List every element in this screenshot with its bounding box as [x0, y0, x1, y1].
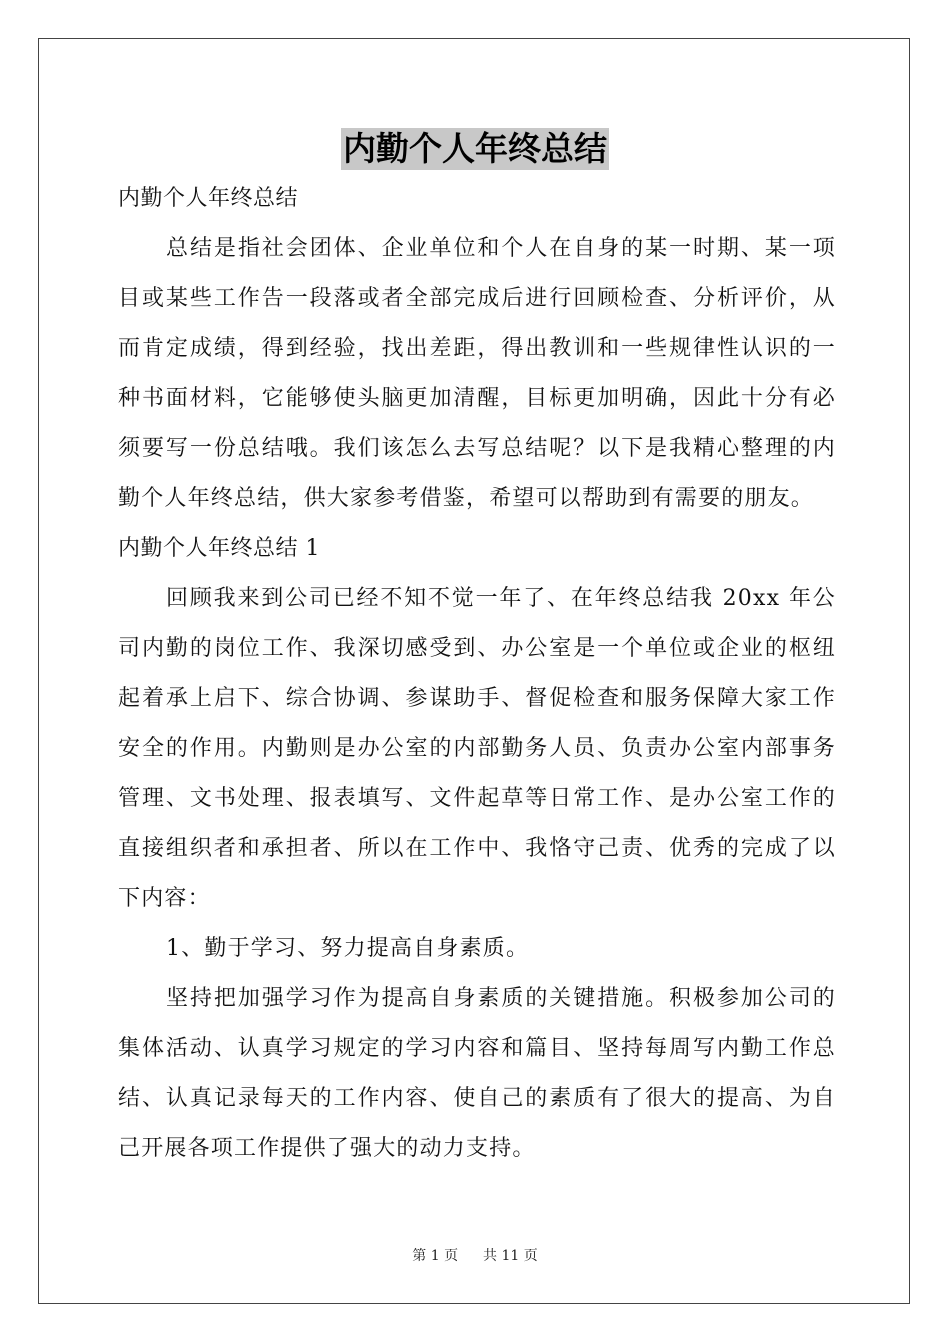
title-container — [0, 128, 950, 170]
page-total: 共 11 页 — [483, 1248, 538, 1264]
section-heading: 内勤个人年终总结 — [118, 186, 299, 211]
body-paragraph: 回顾我来到公司已经不知不觉一年了、在年终总结我 20xx 年公司内勤的岗位工作、我深切感受到、办公室是一个单位或企业的枢纽起着承上启下、综合协调、参谋助手、督促检查和服务保障大家工作安全的作用。内勤则是办公室的内部勤务人员、负责办公室内部事务管理、文书处理、报表填写、文件起草等日常工作、是办公室工作的直接组织者和承担者、所以在工作中、我恪守己责、优秀的完成了以下内容： — [118, 586, 836, 911]
page-number: 第 1 页 — [412, 1248, 459, 1264]
body-paragraph: 坚持把加强学习作为提高自身素质的关键措施。积极参加公司的集体活动、认真学习规定的学习内容和篇目、坚持每周写内勤工作总结、认真记录每天的工作内容、使自己的素质有了很大的提高、为自己开展各项工作提供了强大的动力支持。 — [118, 986, 836, 1161]
document-title: 内勤个人年终总结 — [343, 129, 607, 168]
body-paragraph: 总结是指社会团体、企业单位和个人在自身的某一时期、某一项目或某些工作告一段落或者全部完成后进行回顾检查、分析评价，从而肯定成绩，得到经验，找出差距，得出教训和一些规律性认识的一种书面材料，它能够使头脑更加清醒，目标更加明确，因此十分有必须要写一份总结哦。我们该怎么去写总结呢？以下是我精心整理的内勤个人年终总结，供大家参考借鉴，希望可以帮助到有需要的朋友。 — [118, 236, 836, 511]
section-heading: 内勤个人年终总结 1 — [118, 536, 320, 561]
document-body — [118, 174, 836, 1174]
page-footer — [0, 1246, 950, 1266]
list-item: 1、勤于学习、努力提高自身素质。 — [166, 936, 530, 961]
